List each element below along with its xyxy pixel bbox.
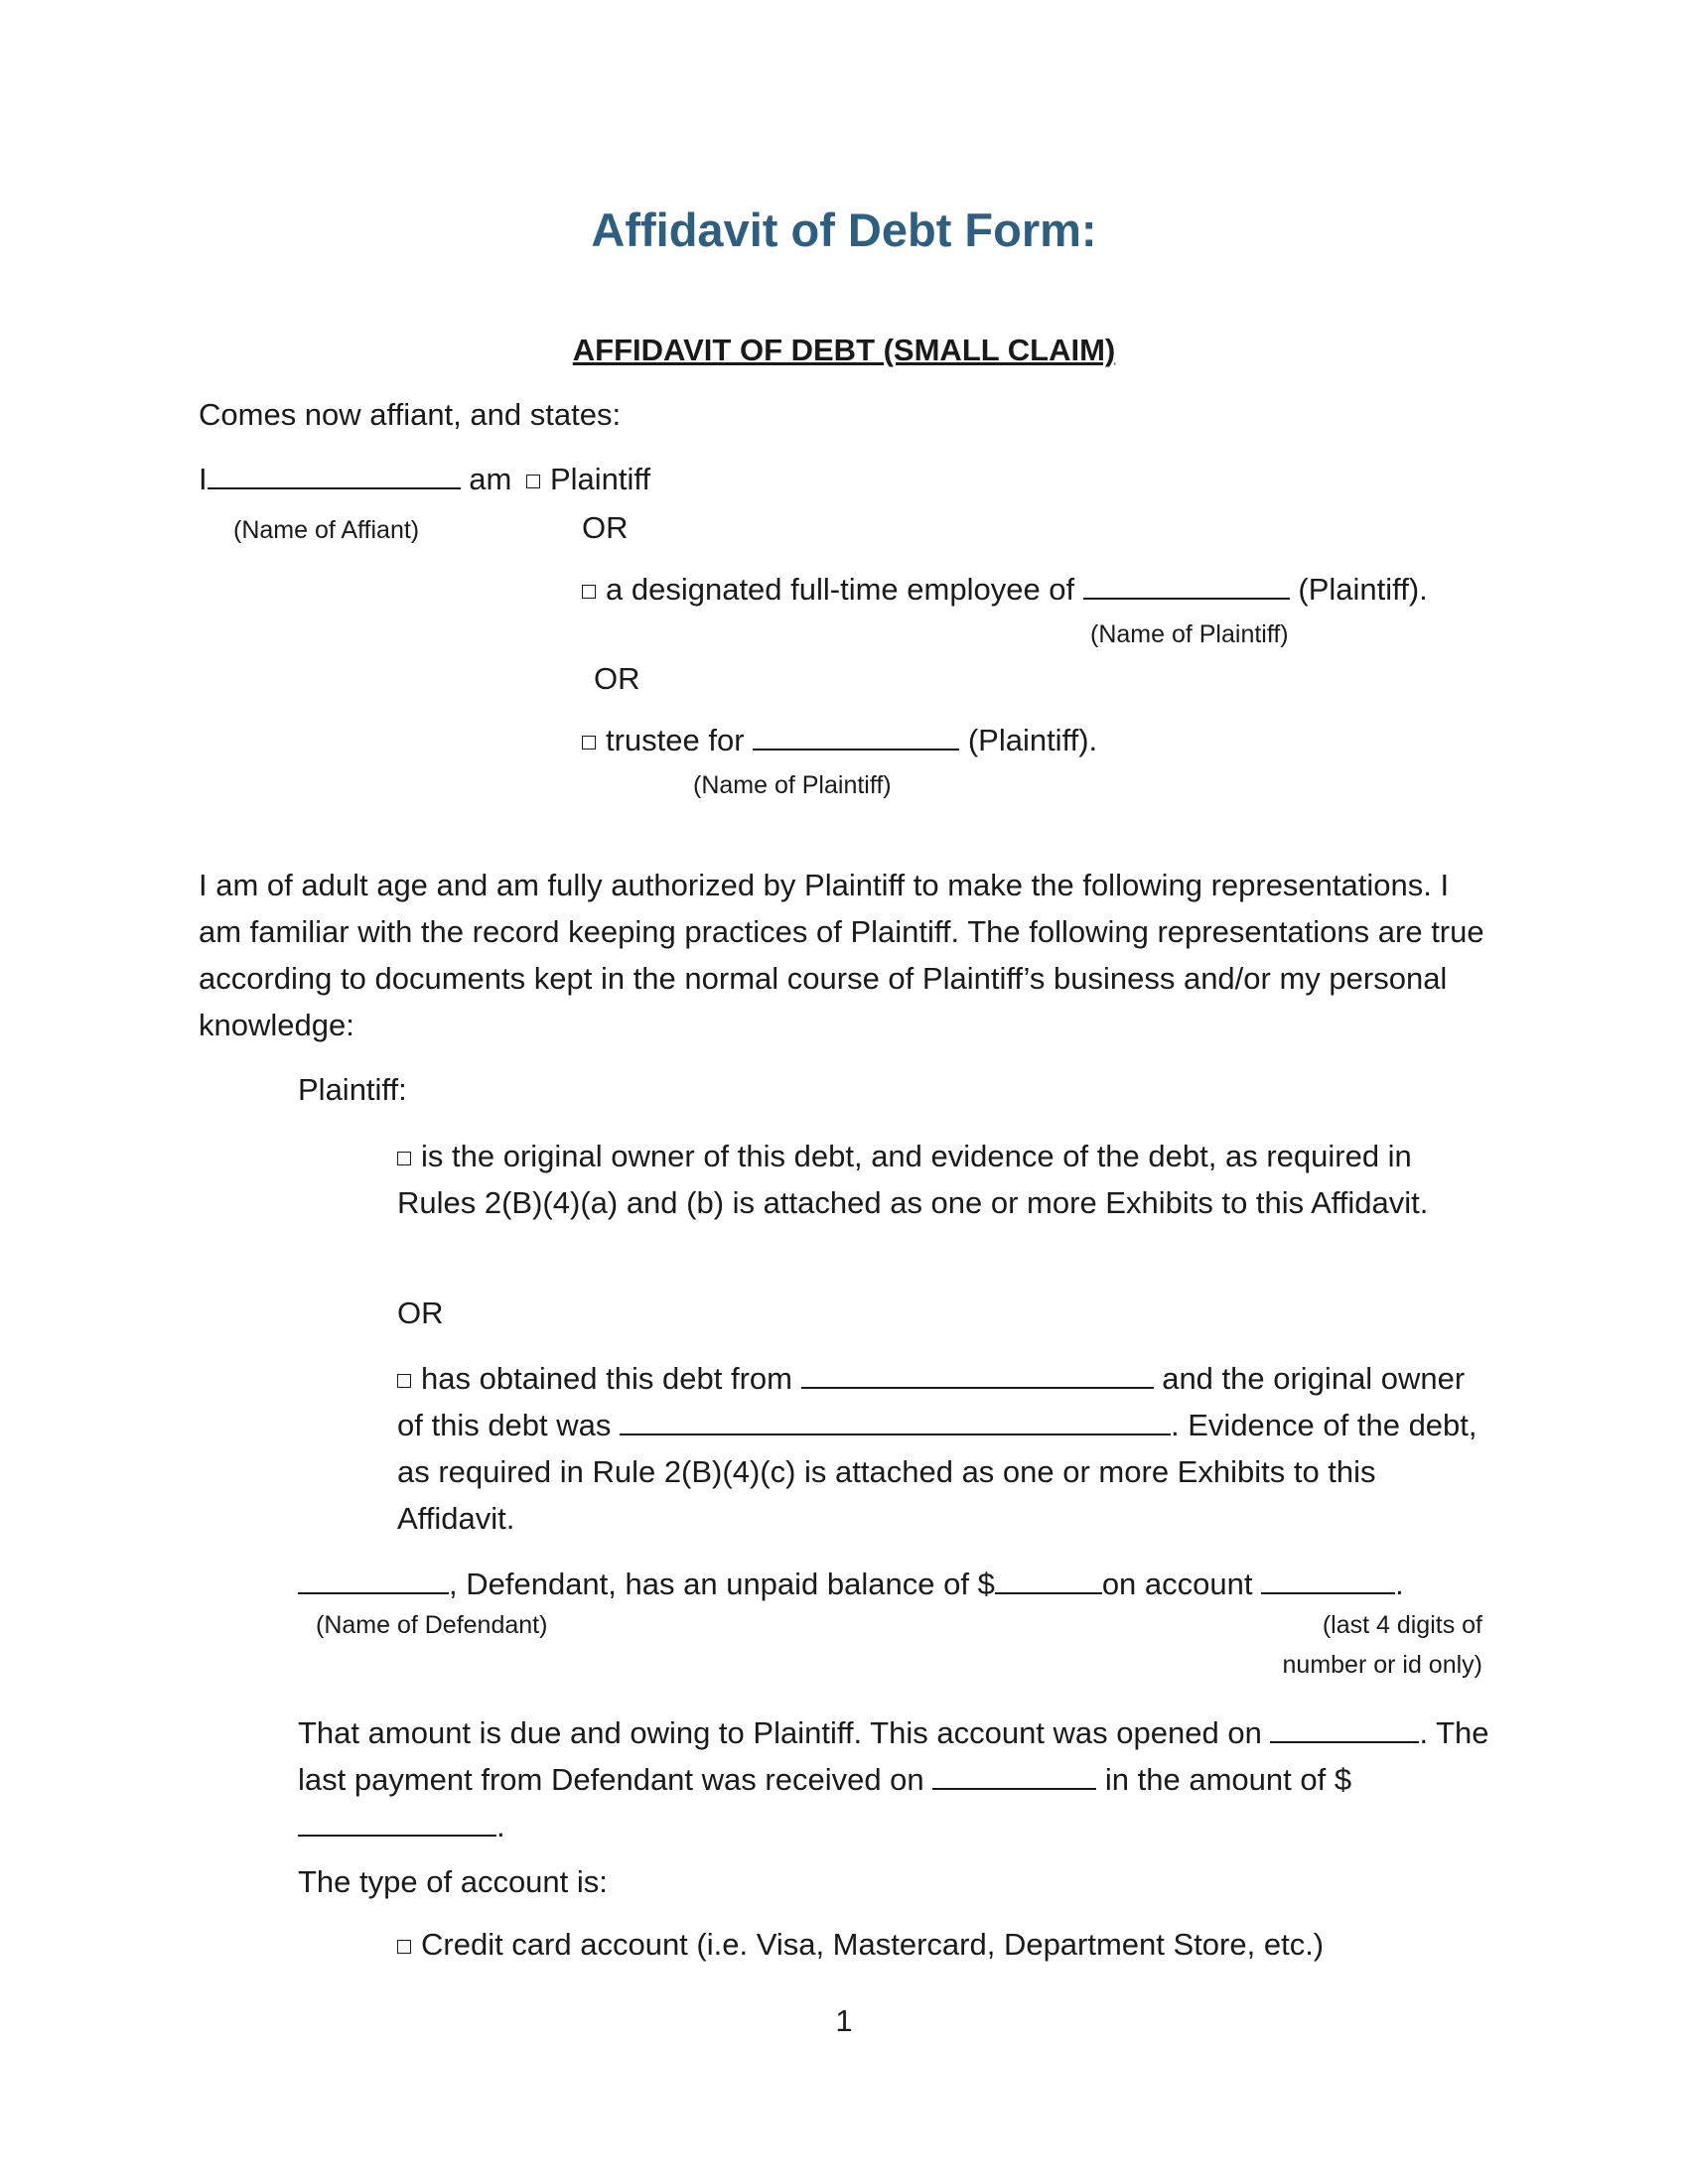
trustee-option-text: trustee for (606, 723, 745, 757)
balance-text-3: . (1395, 1567, 1404, 1601)
plaintiff-option-label: Plaintiff (549, 462, 651, 496)
obtained-from-blank[interactable] (801, 1361, 1154, 1389)
employee-option-suffix: (Plaintiff). (1298, 572, 1428, 607)
defendant-caption: (Name of Defendant) (316, 1611, 548, 1639)
account-type-label: The type of account is: (298, 1864, 608, 1899)
trustee-option-line (582, 723, 1097, 758)
balance-line (298, 1567, 1404, 1602)
employee-plaintiff-blank[interactable] (1083, 572, 1290, 600)
authorization-paragraph: I am of adult age and am fully authorized by Plaintiff to make the following representations. I am familiar with the record keeping practices of Plaintiff. The following representations are true according to documents kept in the normal course of Plaintiff’s business and/or my personal knowledge: (199, 868, 1484, 1042)
credit-card-checkbox[interactable] (397, 1940, 411, 1954)
trustee-checkbox[interactable] (582, 736, 596, 750)
obtained-text-3: . Evidence of the debt, as required in Rule 2(B)(4)(c) is attached as one or more Exhibits to this Affidavit. (397, 1408, 1477, 1536)
obtained-option (397, 1355, 1489, 1542)
owing-text-4: . (496, 1809, 505, 1843)
last-payment-amount-blank[interactable] (298, 1809, 496, 1837)
original-owner-checkbox[interactable] (397, 1152, 411, 1165)
original-owner-text: is the original owner of this debt, and evidence of the debt, as required in Rules 2(B)(4)(a) and (b) is attached as one or more Exhibits to this Affidavit. (397, 1139, 1429, 1220)
trustee-plaintiff-blank[interactable] (753, 723, 959, 751)
document-title: Affidavit of Debt Form: (591, 204, 1097, 256)
affiant-name-blank[interactable] (208, 462, 461, 489)
page-number: 1 (835, 2003, 853, 2038)
or-label-2: OR (594, 661, 640, 696)
credit-card-option (397, 1927, 1324, 1963)
obtained-text-1: has obtained this debt from (421, 1361, 792, 1396)
affiant-prefix: I (199, 462, 208, 496)
credit-card-text: Credit card account (i.e. Visa, Mastercard, Department Store, etc.) (421, 1927, 1325, 1962)
affiant-line (199, 462, 650, 497)
owing-text-2: . The last payment from Defendant was received on (298, 1715, 1489, 1797)
account-number-blank[interactable] (1261, 1567, 1395, 1594)
employee-option-text: a designated full-time employee of (606, 572, 1075, 607)
balance-text-2: on account (1101, 1567, 1253, 1601)
plaintiff-checkbox[interactable] (526, 475, 540, 488)
employee-checkbox[interactable] (582, 585, 596, 599)
owing-text-3: in the amount of $ (1104, 1762, 1352, 1797)
balance-text-1: , Defendant, has an unpaid balance of $ (449, 1567, 995, 1601)
defendant-name-blank[interactable] (298, 1567, 449, 1594)
plaintiff-label: Plaintiff: (298, 1072, 407, 1107)
obtained-text-2: and the original owner of this debt was (397, 1361, 1466, 1442)
form-heading: AFFIDAVIT OF DEBT (SMALL CLAIM) (572, 333, 1116, 367)
account-caption-line-2: number or id only) (1282, 1651, 1482, 1679)
employee-option-line (582, 572, 1428, 608)
owing-paragraph (298, 1709, 1489, 1849)
balance-amount-blank[interactable] (995, 1567, 1102, 1594)
owing-text-1: That amount is due and owing to Plaintiff. This account was opened on (298, 1715, 1262, 1750)
employee-plaintiff-caption: (Name of Plaintiff) (1090, 620, 1289, 648)
account-caption-line-1: (last 4 digits of (1322, 1611, 1482, 1639)
last-payment-date-blank[interactable] (932, 1762, 1096, 1790)
affiant-name-caption: (Name of Affiant) (233, 516, 420, 544)
trustee-option-suffix: (Plaintiff). (967, 723, 1098, 757)
opened-date-blank[interactable] (1270, 1715, 1419, 1743)
or-label-1: OR (582, 510, 629, 545)
original-owner-blank[interactable] (620, 1408, 1171, 1435)
obtained-checkbox[interactable] (397, 1374, 411, 1388)
affiant-am: am (469, 462, 512, 496)
or-label-3: OR (397, 1296, 444, 1330)
intro-text: Comes now affiant, and states: (199, 397, 622, 432)
trustee-plaintiff-caption: (Name of Plaintiff) (693, 771, 892, 799)
original-owner-option (397, 1133, 1489, 1226)
